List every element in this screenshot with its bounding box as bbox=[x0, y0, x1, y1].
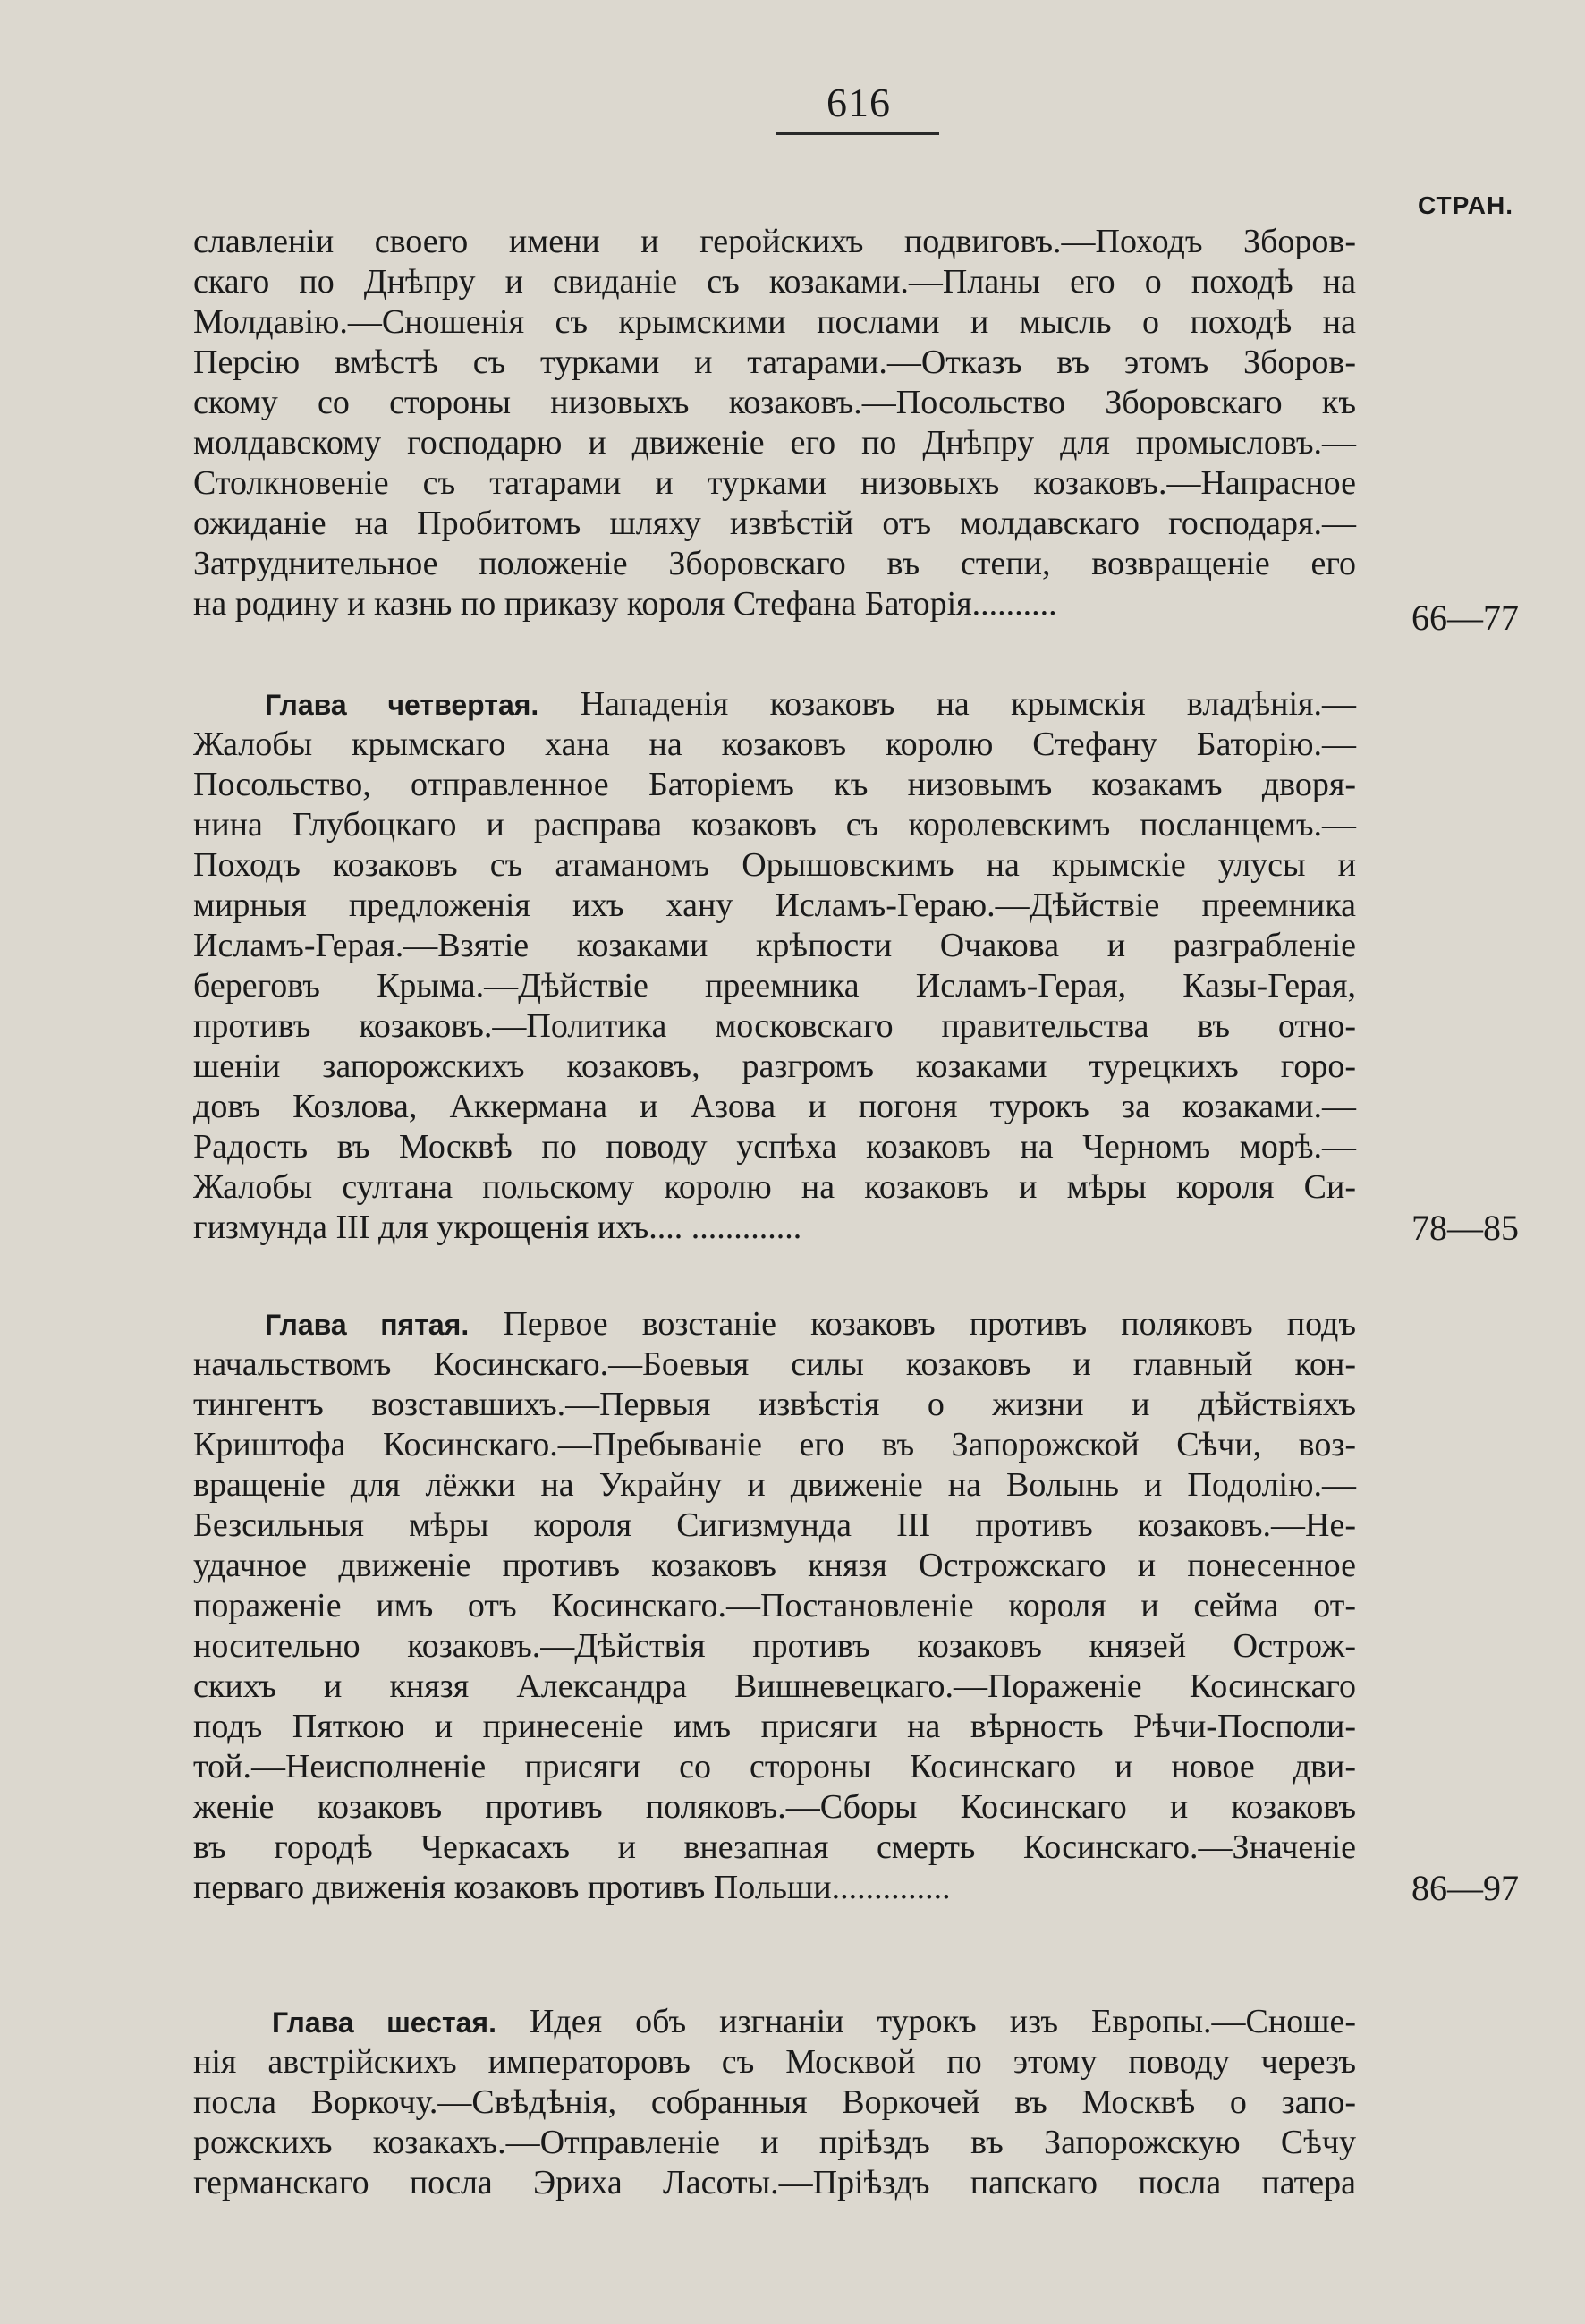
entry-line: нія австрійскихъ императоровъ съ Москвой по этому поводу черезъ bbox=[193, 2043, 1356, 2081]
entry-line: Жалобы султана польскому королю на козаковъ и мѣры короля Си- bbox=[193, 1168, 1356, 1206]
entry-line: тингентъ возставшихъ.—Первыя извѣстія о жизни и дѣйствіяхъ bbox=[193, 1386, 1356, 1423]
entry-line: шеніи запорожскихъ козаковъ, разгромъ козаками турецкихъ горо- bbox=[193, 1047, 1356, 1085]
entry-line: посла Воркочу.—Свѣдѣнія, собранныя Воркочей въ Москвѣ о запо- bbox=[193, 2083, 1356, 2121]
entry-first-line bbox=[193, 2002, 1356, 2042]
entry-line: той.—Неисполненіе присяги со стороны Косинскаго и новое дви- bbox=[193, 1748, 1356, 1785]
entry-line: славленіи своего имени и геройскихъ подвиговъ.—Походъ Зборов- bbox=[193, 223, 1356, 260]
entry-line: Столкновеніе съ татарами и турками низовыхъ козаковъ.—Напрасное bbox=[193, 464, 1356, 502]
entry-page-range: 78—85 bbox=[1411, 1208, 1519, 1248]
entry-line: носительно козаковъ.—Дѣйствія противъ козаковъ князей Острож- bbox=[193, 1627, 1356, 1665]
entry-line: перваго движенія козаковъ противъ Польши.............. bbox=[193, 1869, 951, 1906]
toc-entry-chapter-6 bbox=[193, 2002, 1356, 2203]
chapter-heading: Глава шестая. bbox=[272, 2006, 496, 2039]
entry-line: гизмунда III для укрощенія ихъ.... ............. bbox=[193, 1209, 802, 1246]
entry-line: удачное движеніе противъ козаковъ князя Острожскаго и понесенное bbox=[193, 1547, 1356, 1584]
entry-line: противъ козаковъ.—Политика московскаго правительства въ отно- bbox=[193, 1007, 1356, 1045]
entry-line: нина Глубоцкаго и расправа козаковъ съ королевскимъ посланцемъ.— bbox=[193, 806, 1356, 844]
entry-line: германскаго посла Эриха Ласоты.—Пріѣздъ папскаго посла патера bbox=[193, 2164, 1356, 2201]
toc-entry-chapter-5 bbox=[193, 1304, 1356, 1908]
toc-entry-continuation bbox=[193, 222, 1356, 624]
page-number-rule bbox=[776, 132, 939, 135]
entry-line: Жалобы крымскаго хана на козаковъ королю Стефану Баторію.— bbox=[193, 725, 1356, 763]
entry-first-line bbox=[193, 684, 1356, 725]
entry-page-range: 66—77 bbox=[1411, 598, 1519, 638]
chapter-heading: Глава четвертая. bbox=[265, 689, 539, 721]
entry-line: ожиданіе на Пробитомъ шляху извѣстій отъ молдавскаго господаря.— bbox=[193, 505, 1356, 542]
entry-line: женіе козаковъ противъ поляковъ.—Сборы Косинскаго и козаковъ bbox=[193, 1788, 1356, 1826]
entry-line: Походъ козаковъ съ атаманомъ Орышовскимъ на крымскіе улусы и bbox=[193, 846, 1356, 884]
entry-line: береговъ Крыма.—Дѣйствіе преемника Исламъ-Герая, Казы-Герая, bbox=[193, 967, 1356, 1005]
pages-column-header: СТРАН. bbox=[1417, 191, 1513, 219]
entry-line: начальствомъ Косинскаго.—Боевыя силы козаковъ и главный кон- bbox=[193, 1345, 1356, 1383]
entry-first-line bbox=[193, 1304, 1356, 1344]
entry-line: мирныя предложенія ихъ хану Исламъ-Гераю.—Дѣйствіе преемника bbox=[193, 886, 1356, 924]
entry-line: рожскихъ козакахъ.—Отправленіе и пріѣздъ въ Запорожскую Сѣчу bbox=[193, 2124, 1356, 2161]
entry-line: въ городѣ Черкасахъ и внезапная смерть Косинскаго.—Значеніе bbox=[193, 1828, 1356, 1866]
entry-line: на родину и казнь по приказу короля Стефана Баторія.......... bbox=[193, 585, 1057, 623]
entry-line: пораженіе имъ отъ Косинскаго.—Постановленіе короля и сейма от- bbox=[193, 1587, 1356, 1624]
entry-line: Радость въ Москвѣ по поводу успѣха козаковъ на Черномъ морѣ.— bbox=[193, 1128, 1356, 1166]
chapter-heading: Глава пятая. bbox=[265, 1309, 470, 1341]
entry-line: Исламъ-Герая.—Взятіе козаками крѣпости Очакова и разграбленіе bbox=[193, 927, 1356, 964]
entry-line: Безсильныя мѣры короля Сигизмунда III противъ козаковъ.—Не- bbox=[193, 1506, 1356, 1544]
entry-line: довъ Козлова, Аккермана и Азова и погоня турокъ за козаками.— bbox=[193, 1088, 1356, 1125]
entry-line: скому со стороны низовыхъ козаковъ.—Посольство Зборовскаго къ bbox=[193, 384, 1356, 421]
entry-line: Нападенія козаковъ на крымскія владѣнія.— bbox=[580, 685, 1357, 723]
entry-line: Идея объ изгнаніи турокъ изъ Европы.—Сноше- bbox=[529, 2003, 1357, 2040]
entry-line: скихъ и князя Александра Вишневецкаго.—Пораженіе Косинскаго bbox=[193, 1667, 1356, 1705]
entry-line: молдавскому господарю и движеніе его по Днѣпру для промысловъ.— bbox=[193, 424, 1356, 462]
entry-line: скаго по Днѣпру и свиданіе съ козаками.—Планы его о походѣ на bbox=[193, 263, 1356, 301]
entry-line: Молдавію.—Сношенія съ крымскими послами и мысль о походѣ на bbox=[193, 303, 1356, 341]
page-number: 616 bbox=[826, 80, 891, 125]
entry-line: Посольство, отправленное Баторіемъ къ низовымъ козакамъ дворя- bbox=[193, 766, 1356, 803]
entry-line: Первое возстаніе козаковъ противъ поляковъ подъ bbox=[503, 1305, 1357, 1343]
entry-line: Персію вмѣстѣ съ турками и татарами.—Отказъ въ этомъ Зборов- bbox=[193, 344, 1356, 381]
entry-page-range: 86—97 bbox=[1411, 1868, 1519, 1908]
entry-line: вращеніе для лёжки на Украйну и движеніе на Волынь и Подолію.— bbox=[193, 1466, 1356, 1504]
entry-line: Затруднительное положеніе Зборовскаго въ степи, возвращеніе его bbox=[193, 545, 1356, 582]
toc-entry-chapter-4 bbox=[193, 684, 1356, 1248]
entry-line: Криштофа Косинскаго.—Пребываніе его въ Запорожской Сѣчи, воз- bbox=[193, 1426, 1356, 1463]
entry-line: подъ Пяткою и принесеніе имъ присяги на вѣрность Рѣчи-Посполи- bbox=[193, 1708, 1356, 1745]
